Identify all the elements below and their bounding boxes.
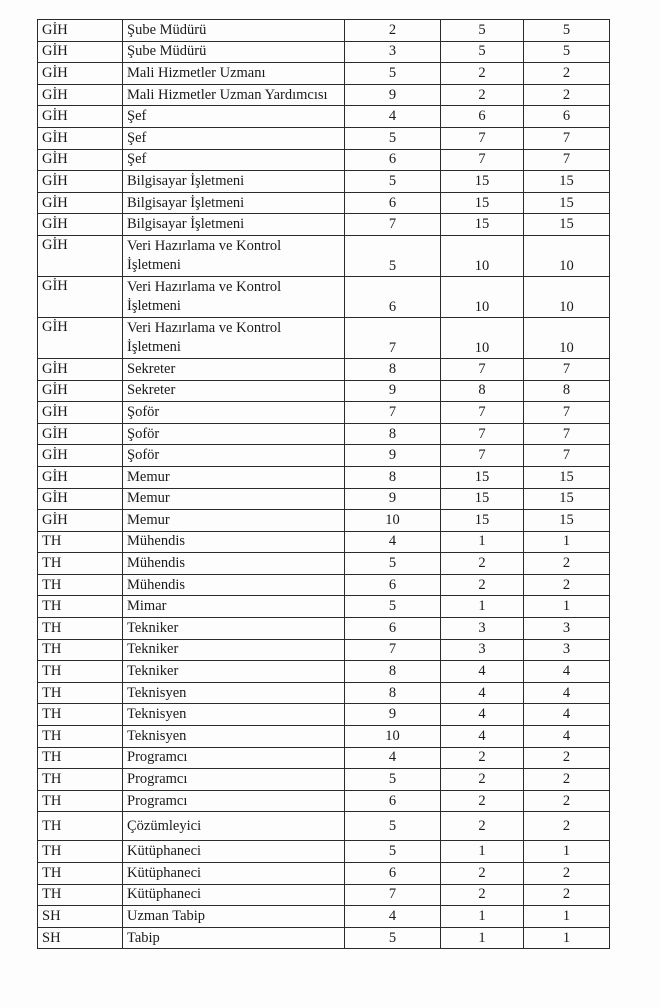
cell-grade: 4 — [345, 531, 441, 553]
cell-service-class: SH — [38, 906, 123, 928]
cell-grade: 6 — [345, 790, 441, 812]
cell-count-1: 7 — [441, 445, 524, 467]
table-row — [38, 488, 610, 510]
cell-grade: 7 — [345, 214, 441, 236]
cell-grade: 9 — [345, 445, 441, 467]
cell-title: Tekniker — [123, 639, 345, 661]
cell-grade: 7 — [345, 317, 441, 358]
cell-service-class: GİH — [38, 106, 123, 128]
table-row — [38, 171, 610, 193]
table-row — [38, 639, 610, 661]
cell-grade: 8 — [345, 423, 441, 445]
cell-title: Şef — [123, 106, 345, 128]
cell-count-2: 1 — [524, 906, 610, 928]
cell-title: Tekniker — [123, 661, 345, 683]
cell-service-class: GİH — [38, 235, 123, 276]
cell-count-2: 1 — [524, 531, 610, 553]
cell-title-line-1: Veri Hazırlama ve Kontrol — [127, 237, 282, 254]
cell-count-1: 7 — [441, 423, 524, 445]
cell-service-class: TH — [38, 747, 123, 769]
cell-count-2: 2 — [524, 884, 610, 906]
cell-count-2: 4 — [524, 661, 610, 683]
cell-count-2: 6 — [524, 106, 610, 128]
cell-count-2: 2 — [524, 553, 610, 575]
cell-title: Mühendis — [123, 531, 345, 553]
cell-count-2: 15 — [524, 466, 610, 488]
cell-title — [123, 317, 345, 358]
cell-count-2: 7 — [524, 358, 610, 380]
cell-service-class: GİH — [38, 84, 123, 106]
cell-count-2: 2 — [524, 790, 610, 812]
cell-service-class: TH — [38, 596, 123, 618]
cell-grade: 6 — [345, 149, 441, 171]
cell-count-1: 15 — [441, 192, 524, 214]
table-row — [38, 618, 610, 640]
table-row — [38, 927, 610, 949]
cell-count-1: 1 — [441, 906, 524, 928]
cell-grade: 3 — [345, 41, 441, 63]
cell-service-class: TH — [38, 726, 123, 748]
cell-title-line-1: Veri Hazırlama ve Kontrol — [127, 278, 282, 295]
cell-title: Şube Müdürü — [123, 41, 345, 63]
cell-count-2: 10 — [524, 235, 610, 276]
cell-title: Kütüphaneci — [123, 884, 345, 906]
cell-count-1: 2 — [441, 769, 524, 791]
cell-title: Bilgisayar İşletmeni — [123, 171, 345, 193]
cell-count-2: 1 — [524, 841, 610, 863]
cell-grade: 5 — [345, 63, 441, 85]
cell-count-2: 15 — [524, 510, 610, 532]
table-row — [38, 906, 610, 928]
table-row — [38, 531, 610, 553]
cell-title: Uzman Tabip — [123, 906, 345, 928]
table-row — [38, 790, 610, 812]
cell-count-2: 1 — [524, 927, 610, 949]
cell-service-class: GİH — [38, 127, 123, 149]
cell-title: Mühendis — [123, 553, 345, 575]
cell-count-1: 4 — [441, 682, 524, 704]
table-row — [38, 682, 610, 704]
cell-count-2: 4 — [524, 682, 610, 704]
cell-grade: 6 — [345, 574, 441, 596]
cell-grade: 6 — [345, 618, 441, 640]
table-row — [38, 317, 610, 358]
cell-title: Bilgisayar İşletmeni — [123, 192, 345, 214]
cell-service-class: GİH — [38, 214, 123, 236]
cell-service-class: GİH — [38, 380, 123, 402]
table-row — [38, 466, 610, 488]
cell-title: Şef — [123, 149, 345, 171]
table-row — [38, 574, 610, 596]
cell-count-2: 2 — [524, 812, 610, 841]
table-row — [38, 553, 610, 575]
cell-title: Teknisyen — [123, 682, 345, 704]
cell-grade: 8 — [345, 466, 441, 488]
cell-count-2: 2 — [524, 63, 610, 85]
cell-grade: 4 — [345, 747, 441, 769]
cell-grade: 4 — [345, 106, 441, 128]
cell-grade: 8 — [345, 682, 441, 704]
cell-title: Şoför — [123, 445, 345, 467]
cell-count-1: 2 — [441, 574, 524, 596]
cell-count-2: 2 — [524, 84, 610, 106]
cell-title: Sekreter — [123, 358, 345, 380]
cell-service-class: TH — [38, 863, 123, 885]
cell-title: Mali Hizmetler Uzmanı — [123, 63, 345, 85]
cell-count-2: 1 — [524, 596, 610, 618]
cell-service-class: GİH — [38, 63, 123, 85]
cell-title-line-2: İşletmeni — [127, 338, 181, 355]
cell-title: Şube Müdürü — [123, 20, 345, 42]
cell-grade: 9 — [345, 488, 441, 510]
cell-grade: 5 — [345, 235, 441, 276]
cell-title-line-2: İşletmeni — [127, 256, 181, 273]
cell-count-1: 7 — [441, 127, 524, 149]
cell-count-2: 10 — [524, 317, 610, 358]
cell-count-2: 15 — [524, 214, 610, 236]
cell-count-1: 15 — [441, 488, 524, 510]
cell-count-1: 1 — [441, 596, 524, 618]
cell-service-class: TH — [38, 574, 123, 596]
cell-grade: 10 — [345, 726, 441, 748]
cell-count-2: 5 — [524, 41, 610, 63]
cell-grade: 4 — [345, 906, 441, 928]
cell-service-class: TH — [38, 841, 123, 863]
table-row — [38, 358, 610, 380]
cell-service-class: GİH — [38, 41, 123, 63]
cell-grade: 10 — [345, 510, 441, 532]
cell-service-class: TH — [38, 769, 123, 791]
cell-title: Memur — [123, 466, 345, 488]
cell-title: Çözümleyici — [123, 812, 345, 841]
table-row — [38, 63, 610, 85]
cell-count-1: 1 — [441, 927, 524, 949]
table-row — [38, 192, 610, 214]
cell-title: Tekniker — [123, 618, 345, 640]
table-row — [38, 726, 610, 748]
table-row — [38, 235, 610, 276]
cell-service-class: TH — [38, 682, 123, 704]
cell-count-2: 2 — [524, 574, 610, 596]
cell-service-class: GİH — [38, 149, 123, 171]
table-row — [38, 841, 610, 863]
cell-grade: 7 — [345, 402, 441, 424]
cell-service-class: TH — [38, 704, 123, 726]
cell-count-1: 1 — [441, 841, 524, 863]
cell-title: Mali Hizmetler Uzman Yardımcısı — [123, 84, 345, 106]
cell-count-2: 3 — [524, 639, 610, 661]
table-row — [38, 402, 610, 424]
cell-title: Mühendis — [123, 574, 345, 596]
cell-grade: 9 — [345, 380, 441, 402]
cell-title-line-1: Veri Hazırlama ve Kontrol — [127, 319, 282, 336]
cell-grade: 7 — [345, 639, 441, 661]
cell-count-1: 1 — [441, 531, 524, 553]
cell-title: Programcı — [123, 747, 345, 769]
cell-title: Programcı — [123, 790, 345, 812]
table-row — [38, 661, 610, 683]
cell-count-2: 7 — [524, 423, 610, 445]
table-row — [38, 20, 610, 42]
table-row — [38, 423, 610, 445]
cell-title: Kütüphaneci — [123, 863, 345, 885]
cell-count-2: 4 — [524, 704, 610, 726]
cell-count-1: 8 — [441, 380, 524, 402]
cell-title: Memur — [123, 510, 345, 532]
cell-count-1: 2 — [441, 884, 524, 906]
cell-grade: 5 — [345, 812, 441, 841]
cell-count-1: 7 — [441, 402, 524, 424]
table-row — [38, 747, 610, 769]
cell-title: Tabip — [123, 927, 345, 949]
cell-grade: 5 — [345, 841, 441, 863]
cell-service-class: GİH — [38, 317, 123, 358]
cell-count-2: 15 — [524, 488, 610, 510]
cell-service-class: GİH — [38, 488, 123, 510]
cell-service-class: GİH — [38, 171, 123, 193]
cell-title: Sekreter — [123, 380, 345, 402]
cell-service-class: TH — [38, 639, 123, 661]
table-body — [38, 20, 610, 949]
cell-service-class: GİH — [38, 276, 123, 317]
cell-title: Şef — [123, 127, 345, 149]
cell-title-line-2: İşletmeni — [127, 297, 181, 314]
cell-service-class: TH — [38, 661, 123, 683]
cell-service-class: GİH — [38, 445, 123, 467]
cell-count-2: 2 — [524, 769, 610, 791]
table-row — [38, 704, 610, 726]
cell-count-1: 2 — [441, 863, 524, 885]
cell-title: Mimar — [123, 596, 345, 618]
cell-count-2: 7 — [524, 149, 610, 171]
cell-service-class: TH — [38, 884, 123, 906]
cell-grade: 9 — [345, 704, 441, 726]
cell-count-2: 15 — [524, 192, 610, 214]
cell-count-2: 7 — [524, 445, 610, 467]
staff-positions-table — [37, 19, 610, 949]
table-row — [38, 510, 610, 532]
table-row — [38, 445, 610, 467]
cell-service-class: GİH — [38, 466, 123, 488]
cell-title: Teknisyen — [123, 726, 345, 748]
cell-count-1: 15 — [441, 171, 524, 193]
cell-count-1: 4 — [441, 661, 524, 683]
table-row — [38, 812, 610, 841]
cell-count-2: 15 — [524, 171, 610, 193]
cell-title: Şoför — [123, 402, 345, 424]
cell-count-2: 7 — [524, 402, 610, 424]
cell-count-1: 2 — [441, 747, 524, 769]
cell-count-1: 10 — [441, 317, 524, 358]
cell-count-2: 7 — [524, 127, 610, 149]
table-row — [38, 863, 610, 885]
cell-title — [123, 235, 345, 276]
cell-count-1: 15 — [441, 510, 524, 532]
cell-grade: 5 — [345, 171, 441, 193]
cell-count-2: 8 — [524, 380, 610, 402]
table-row — [38, 127, 610, 149]
table-row — [38, 41, 610, 63]
cell-grade: 6 — [345, 276, 441, 317]
cell-count-1: 7 — [441, 149, 524, 171]
cell-count-1: 5 — [441, 20, 524, 42]
cell-grade: 6 — [345, 192, 441, 214]
cell-count-2: 10 — [524, 276, 610, 317]
table-row — [38, 769, 610, 791]
cell-count-1: 2 — [441, 812, 524, 841]
cell-grade: 5 — [345, 553, 441, 575]
cell-count-1: 4 — [441, 704, 524, 726]
cell-count-1: 2 — [441, 553, 524, 575]
cell-service-class: GİH — [38, 423, 123, 445]
cell-title: Bilgisayar İşletmeni — [123, 214, 345, 236]
cell-count-2: 2 — [524, 747, 610, 769]
cell-title: Kütüphaneci — [123, 841, 345, 863]
cell-count-1: 3 — [441, 618, 524, 640]
cell-title: Şoför — [123, 423, 345, 445]
table-row — [38, 84, 610, 106]
cell-grade: 5 — [345, 596, 441, 618]
table-row — [38, 884, 610, 906]
cell-grade: 2 — [345, 20, 441, 42]
cell-service-class: GİH — [38, 358, 123, 380]
cell-service-class: TH — [38, 618, 123, 640]
cell-count-1: 3 — [441, 639, 524, 661]
cell-grade: 5 — [345, 927, 441, 949]
cell-count-1: 5 — [441, 41, 524, 63]
cell-grade: 8 — [345, 661, 441, 683]
cell-count-1: 4 — [441, 726, 524, 748]
cell-grade: 7 — [345, 884, 441, 906]
table-row — [38, 380, 610, 402]
table-row — [38, 276, 610, 317]
cell-title: Programcı — [123, 769, 345, 791]
table-row — [38, 596, 610, 618]
cell-service-class: TH — [38, 790, 123, 812]
cell-count-2: 2 — [524, 863, 610, 885]
cell-title: Memur — [123, 488, 345, 510]
cell-grade: 5 — [345, 127, 441, 149]
cell-service-class: TH — [38, 531, 123, 553]
cell-count-1: 2 — [441, 63, 524, 85]
cell-count-2: 3 — [524, 618, 610, 640]
cell-service-class: GİH — [38, 192, 123, 214]
cell-grade: 9 — [345, 84, 441, 106]
table-row — [38, 214, 610, 236]
cell-count-2: 5 — [524, 20, 610, 42]
table-row — [38, 149, 610, 171]
cell-service-class: GİH — [38, 20, 123, 42]
cell-count-2: 4 — [524, 726, 610, 748]
cell-service-class: SH — [38, 927, 123, 949]
cell-service-class: TH — [38, 553, 123, 575]
cell-service-class: GİH — [38, 402, 123, 424]
cell-count-1: 7 — [441, 358, 524, 380]
cell-count-1: 15 — [441, 466, 524, 488]
cell-count-1: 10 — [441, 235, 524, 276]
cell-grade: 5 — [345, 769, 441, 791]
cell-count-1: 2 — [441, 790, 524, 812]
cell-count-1: 10 — [441, 276, 524, 317]
cell-title — [123, 276, 345, 317]
cell-grade: 6 — [345, 863, 441, 885]
cell-service-class: GİH — [38, 510, 123, 532]
cell-count-1: 6 — [441, 106, 524, 128]
table-row — [38, 106, 610, 128]
cell-grade: 8 — [345, 358, 441, 380]
cell-count-1: 2 — [441, 84, 524, 106]
cell-title: Teknisyen — [123, 704, 345, 726]
cell-count-1: 15 — [441, 214, 524, 236]
cell-service-class: TH — [38, 812, 123, 841]
